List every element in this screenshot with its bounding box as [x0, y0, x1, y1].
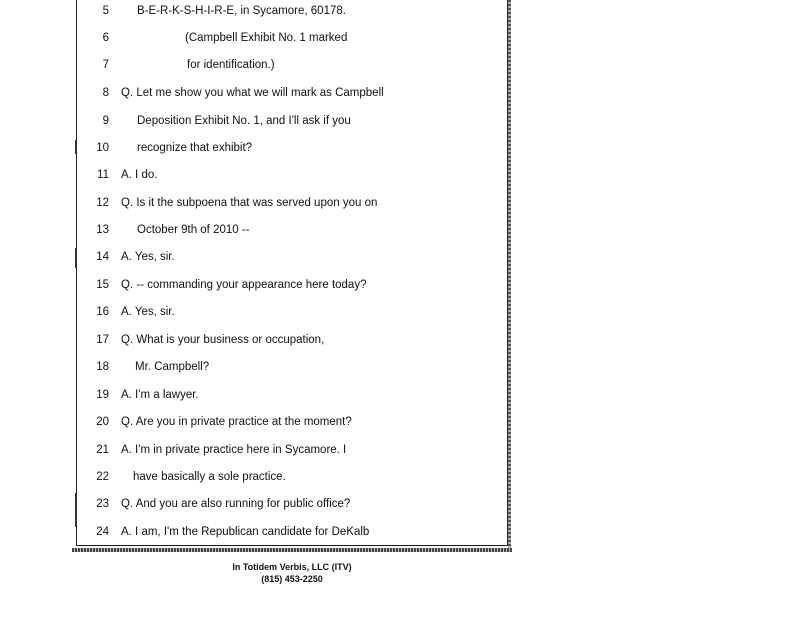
- line-text: (Campbell Exhibit No. 1 marked: [185, 32, 348, 44]
- line-number: 9: [102, 115, 109, 127]
- line-number: 20: [96, 416, 109, 428]
- transcript-line: [77, 55, 509, 75]
- line-text: October 9th of 2010 --: [137, 224, 250, 236]
- page-edge-shadow: [508, 0, 511, 552]
- transcript-line: [77, 193, 509, 213]
- transcript-line: [77, 522, 509, 542]
- line-text: Mr. Campbell?: [135, 361, 210, 373]
- line-number: 15: [96, 279, 109, 291]
- line-number: 7: [102, 59, 109, 71]
- transcript-line: [77, 412, 509, 432]
- scan-mark: [75, 140, 77, 154]
- line-text: A. I'm a lawyer.: [121, 389, 199, 401]
- line-text: A. Yes, sir.: [121, 306, 175, 318]
- line-number: 22: [96, 471, 109, 483]
- line-text: Q. -- commanding your appearance here today?: [121, 279, 367, 291]
- line-number: 17: [96, 334, 109, 346]
- line-number: 14: [96, 251, 109, 263]
- line-text: A. I do.: [121, 169, 158, 181]
- transcript-line: [77, 138, 509, 158]
- transcript-line: [77, 83, 509, 103]
- line-number: 11: [97, 169, 109, 181]
- transcript-line: [77, 357, 509, 377]
- line-number: 16: [96, 306, 109, 318]
- line-text: B-E-R-K-S-H-I-R-E, in Sycamore, 60178.: [137, 5, 346, 17]
- line-number: 6: [102, 32, 109, 44]
- transcript-line: [77, 494, 509, 514]
- line-text: recognize that exhibit?: [137, 142, 253, 154]
- line-number: 18: [96, 361, 109, 373]
- line-number: 24: [96, 526, 109, 538]
- transcript-line: [77, 247, 509, 267]
- transcript-line: [77, 220, 509, 240]
- line-text: A. I am, I'm the Republican candidate for DeKalb: [121, 526, 370, 538]
- line-number: 12: [96, 197, 109, 209]
- transcript-line: [77, 111, 509, 131]
- transcript-line: [77, 275, 509, 295]
- scan-mark: [75, 248, 77, 268]
- line-number: 23: [96, 498, 109, 510]
- transcript-line: [77, 440, 509, 460]
- transcript-page: [76, 0, 508, 546]
- line-text: A. I'm in private practice here in Sycamore. I: [121, 444, 347, 456]
- line-text: A. Yes, sir.: [121, 251, 175, 263]
- line-number: 10: [96, 142, 109, 154]
- line-text: Deposition Exhibit No. 1, and I'll ask if you: [137, 115, 351, 127]
- line-text: Q. And you are also running for public office?: [121, 498, 351, 510]
- line-number: 19: [96, 389, 109, 401]
- line-number: 5: [102, 5, 109, 17]
- line-text: Q. Is it the subpoena that was served upon you on: [121, 197, 378, 209]
- transcript-line: [77, 385, 509, 405]
- line-number: 8: [102, 87, 109, 99]
- transcript-line: [77, 165, 509, 185]
- footer-phone: (815) 453-2250: [261, 574, 323, 584]
- line-text: Q. What is your business or occupation,: [121, 334, 325, 346]
- line-text: for identification.): [187, 59, 275, 71]
- scan-mark: [75, 493, 77, 527]
- line-text: have basically a sole practice.: [133, 471, 286, 483]
- line-number: 13: [96, 224, 109, 236]
- footer-company: In Totidem Verbis, LLC (ITV): [232, 562, 352, 572]
- transcript-line: [77, 28, 509, 48]
- page-edge-shadow: [72, 548, 512, 552]
- transcript-line: [77, 467, 509, 487]
- line-text: Q. Are you in private practice at the moment?: [121, 416, 352, 428]
- transcript-line: [77, 330, 509, 350]
- line-number: 21: [96, 444, 109, 456]
- line-text: Q. Let me show you what we will mark as Campbell: [121, 87, 384, 99]
- transcript-line: [77, 1, 509, 21]
- transcript-line: [77, 302, 509, 322]
